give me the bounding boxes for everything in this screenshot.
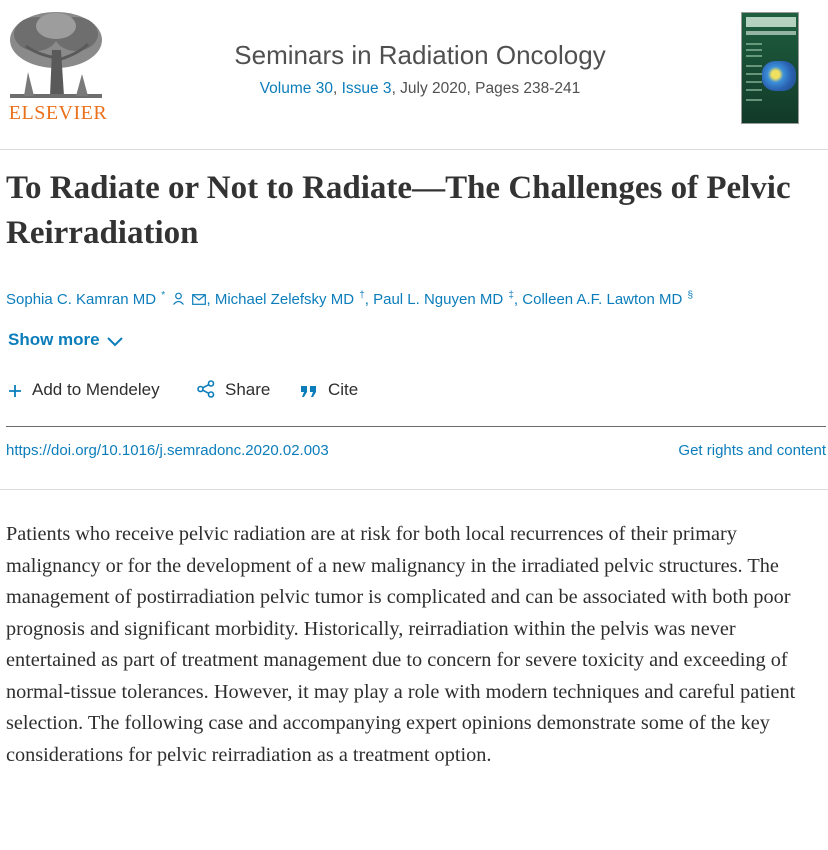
author-link[interactable]: Paul L. Nguyen MD ‡ — [373, 290, 514, 308]
cite-button[interactable] — [300, 380, 358, 400]
elsevier-logo[interactable] — [6, 10, 106, 125]
envelope-icon[interactable] — [192, 292, 206, 309]
publisher-name: ELSEVIER — [8, 102, 108, 124]
separator: , — [332, 80, 342, 97]
journal-header — [0, 0, 828, 150]
actions-divider — [6, 426, 826, 427]
show-more-button[interactable] — [8, 330, 124, 350]
volume-link[interactable]: Volume 30 — [259, 80, 333, 97]
share-icon — [197, 380, 215, 398]
author-link[interactable]: Michael Zelefsky MD † — [214, 290, 365, 308]
date-pages: , July 2020, Pages 238-241 — [391, 80, 581, 97]
person-icon[interactable] — [172, 292, 185, 309]
journal-cover-image[interactable] — [741, 12, 799, 124]
abstract-text: Patients who receive pelvic radiation are at risk for both local recurrences of their primary malignancy or for the development of a new malignancy in the irradiated pelvic structures. The management of postirradiation pelvic tumor is complicated and can be associated with both poor prognosis and significant morbidity. Historically, reirradiation within the pelvis was never entertained as part of treatment management due to concern for severe toxicity and exceeding of normal-tissue tolerances. However, it may play a role with modern techniques and careful patient selection. The following case and accompanying expert opinions demonstrate some of the key considerations for pelvic reirradiation as a treatment option. — [6, 523, 796, 766]
issue-info — [150, 80, 690, 98]
quote-icon — [300, 384, 318, 398]
article-title: To Radiate or Not to Radiate—The Challenges of Pelvic Reirradiation — [6, 170, 791, 251]
header-divider — [0, 149, 828, 150]
author-list: Sophia C. Kamran MD * , Michael Zelefsky MD †, Paul L. Nguyen MD ‡, Colleen A.F. Lawton MD § — [6, 290, 694, 308]
share-button[interactable] — [197, 380, 270, 400]
share-label: Share — [225, 380, 271, 399]
show-more-label: Show more — [8, 330, 100, 349]
mendeley-label: Add to Mendeley — [32, 380, 160, 399]
chevron-down-icon — [106, 334, 124, 348]
issue-link[interactable]: Issue 3 — [341, 80, 392, 97]
plus-icon — [8, 384, 22, 398]
doi-divider — [0, 489, 828, 490]
author-link[interactable]: Colleen A.F. Lawton MD § — [522, 290, 694, 308]
add-to-mendeley-button[interactable] — [8, 380, 160, 400]
doi-link[interactable]: https://doi.org/10.1016/j.semradonc.2020.02.003 — [6, 442, 329, 459]
elsevier-tree-logo — [6, 10, 106, 102]
rights-link[interactable]: Get rights and content — [678, 442, 826, 459]
author-link[interactable]: Sophia C. Kamran MD * — [6, 290, 166, 308]
journal-title[interactable]: Seminars in Radiation Oncology — [234, 40, 606, 70]
cite-label: Cite — [328, 380, 359, 399]
